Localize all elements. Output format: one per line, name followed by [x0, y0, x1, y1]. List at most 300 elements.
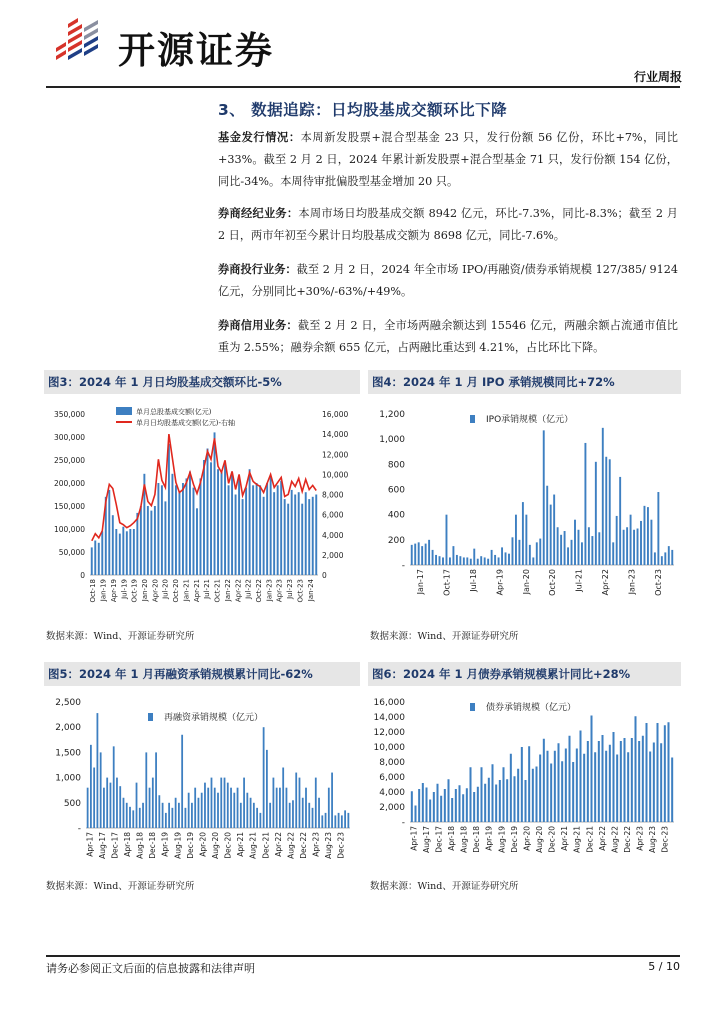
bar: [435, 555, 437, 565]
bar: [106, 778, 108, 828]
bar: [328, 788, 330, 828]
bar: [301, 504, 303, 575]
x-tick-label: Aug-18: [135, 832, 145, 859]
bar: [101, 531, 103, 575]
bar: [433, 792, 435, 822]
y-tick-label: 1,000: [379, 435, 405, 446]
y-tick-label: 200: [387, 535, 405, 546]
bar: [522, 502, 524, 565]
x-tick-label: Jul-22: [244, 579, 253, 599]
x-tick-label: Dec-18: [148, 832, 158, 859]
bar: [145, 752, 147, 828]
bar: [119, 534, 121, 575]
bar: [220, 778, 222, 828]
bar: [553, 495, 555, 565]
legend-label: 单月日均股基成交额(亿元)-右轴: [136, 419, 235, 427]
x-tick-label: Jan-21: [182, 579, 191, 602]
bar: [182, 483, 184, 575]
bar: [528, 746, 530, 822]
bar: [484, 557, 486, 565]
bar: [207, 449, 209, 576]
legend-label: 单月总股基成交额(亿元): [136, 408, 212, 416]
bar: [565, 749, 567, 823]
bar: [529, 545, 531, 565]
bar: [112, 515, 114, 575]
y-tick-label: 500: [63, 798, 81, 809]
bar: [536, 542, 538, 565]
bar: [157, 483, 159, 575]
bar: [133, 529, 135, 575]
bar: [136, 783, 138, 828]
bar: [259, 813, 261, 828]
bar: [338, 813, 340, 828]
bar: [574, 520, 576, 565]
y-tick-label: 150,000: [53, 502, 85, 511]
x-tick-label: Aug-23: [648, 826, 658, 853]
x-tick-label: Aug-23: [324, 832, 334, 859]
bar: [521, 747, 523, 822]
figure-5-chart: [44, 690, 360, 865]
section-title: 3、 数据追踪：日均股基成交额环比下降: [218, 101, 508, 119]
bar: [550, 505, 552, 565]
paragraph-label: 基金发行情况：: [218, 130, 301, 144]
x-tick-label: Jul-18: [469, 569, 478, 592]
bar: [605, 751, 607, 822]
bar: [480, 556, 482, 565]
bar: [508, 554, 510, 565]
bar: [510, 754, 512, 822]
y-tick-label: 1,200: [379, 410, 405, 420]
bar: [414, 544, 416, 565]
bar: [165, 813, 167, 828]
x-tick-label: Jan-20: [141, 579, 149, 602]
bar: [204, 783, 206, 828]
bar: [284, 499, 286, 575]
x-tick-label: Jul-20: [161, 579, 170, 599]
bar: [200, 478, 202, 575]
bar: [108, 490, 110, 575]
x-tick-label: Oct-22: [255, 579, 263, 603]
bar: [178, 492, 180, 575]
bar: [456, 555, 458, 565]
y-tick-label: 50,000: [58, 548, 85, 557]
bar: [242, 499, 244, 575]
bar: [253, 803, 255, 828]
bar: [449, 557, 451, 565]
paragraph-text: 本周新发股票+混合型基金 23 只，发行份额 56 亿份，环比+7%，同比+33%。截至 2 月 2 日，2024 年累计新发股票+混合型基金 71 只，发行份额 154 亿份，同比-34%。本周待审批偏股型基金增加 20 只。: [218, 131, 678, 188]
paragraph-credit: [218, 314, 678, 359]
bar: [201, 793, 203, 828]
legend-label: 债券承销规模（亿元）: [486, 703, 577, 713]
bar: [214, 788, 216, 828]
x-tick-label: Apr-20: [522, 826, 532, 851]
x-tick-label: Apr-23: [311, 832, 321, 857]
bar: [612, 542, 614, 565]
figure-4-title: 图4：2024 年 1 月 IPO 承销规模同比+72%: [368, 370, 681, 394]
bar: [560, 535, 562, 565]
bar: [246, 793, 248, 828]
bar: [227, 783, 229, 828]
bar: [532, 557, 534, 565]
bar: [344, 810, 346, 828]
x-tick-label: Apr-19: [495, 569, 505, 596]
bar: [150, 511, 152, 575]
bar: [436, 784, 438, 822]
bar: [302, 798, 304, 828]
x-tick-label: Jan-17: [416, 569, 426, 595]
bar: [425, 544, 427, 565]
bar: [155, 752, 157, 828]
paragraph-text: 截至 2 月 2 日，全市场两融余额达到 15546 亿元，两融余额占流通市值比重为 2.55%；融券余额 655 亿元，占两融比重达到 4.21%，占比环比下降。: [218, 319, 678, 354]
bar: [609, 745, 611, 822]
bar: [480, 767, 482, 822]
bar: [671, 550, 673, 565]
bar: [671, 758, 673, 823]
bar: [103, 788, 105, 828]
page-number: 5 / 10: [648, 960, 680, 973]
bar: [250, 798, 252, 828]
bar: [193, 488, 195, 575]
x-tick-label: Dec-17: [110, 832, 120, 859]
x-tick-label: Oct-20: [548, 569, 558, 596]
bar: [484, 784, 486, 822]
x-tick-label: Apr-22: [601, 569, 610, 596]
bar: [185, 808, 187, 828]
x-tick-label: Apr-23: [275, 579, 284, 603]
legend-label: IPO承销规模（亿元）: [486, 415, 574, 425]
bar: [273, 778, 275, 828]
bar: [245, 488, 247, 575]
bar: [473, 549, 475, 565]
x-tick-label: Dec-22: [299, 832, 308, 859]
bar: [282, 768, 284, 828]
bar: [411, 545, 413, 565]
y-tick-label: 10,000: [373, 743, 405, 753]
bar: [240, 803, 242, 828]
bar: [498, 557, 500, 565]
bar: [656, 723, 658, 822]
bar: [612, 732, 614, 822]
x-tick-label: Jan-19: [99, 579, 108, 602]
bar: [469, 767, 471, 822]
page-header: [0, 0, 724, 90]
bar: [116, 778, 118, 828]
figure-5-title: 图5：2024 年 1 月再融资承销规模累计同比-62%: [44, 662, 360, 686]
bar: [561, 761, 563, 822]
bar: [198, 798, 200, 828]
bar: [505, 552, 507, 565]
bar: [152, 778, 154, 828]
bar: [546, 751, 548, 822]
x-tick-label: Jan-24: [306, 579, 315, 602]
x-tick-label: Dec-22: [623, 826, 632, 853]
bar: [631, 738, 633, 822]
y-tick-label: 800: [387, 460, 405, 471]
bar: [616, 755, 618, 823]
bar: [488, 778, 490, 822]
bar: [414, 806, 416, 823]
figure-4-chart: [368, 398, 681, 623]
bar: [515, 515, 517, 565]
bar: [214, 432, 216, 575]
bar: [312, 808, 314, 828]
bar: [238, 478, 240, 575]
bar: [459, 556, 461, 565]
bar: [196, 508, 198, 575]
bar: [93, 768, 95, 828]
x-tick-label: Apr-20: [151, 579, 160, 603]
bar: [115, 529, 117, 575]
bar: [411, 791, 413, 822]
y-tick-label: 0: [80, 571, 85, 580]
bar: [609, 459, 611, 565]
x-tick-label: Aug-18: [459, 826, 469, 853]
bar: [228, 485, 230, 575]
bar: [554, 751, 556, 822]
bar: [110, 783, 112, 828]
bar: [626, 527, 628, 565]
y-right-tick-label: 10,000: [322, 470, 349, 480]
bar: [122, 527, 124, 575]
x-tick-label: Jan-23: [627, 569, 637, 595]
bar: [294, 495, 296, 576]
bar: [644, 506, 646, 565]
bar: [598, 741, 600, 822]
bar: [598, 532, 600, 565]
y-tick-label: 2,000: [379, 803, 405, 813]
bar: [491, 550, 493, 565]
bar: [568, 736, 570, 822]
bar: [630, 515, 632, 565]
bar: [132, 810, 134, 828]
y-tick-label: 600: [387, 485, 405, 496]
bar: [583, 754, 585, 822]
footer-divider: [46, 955, 680, 957]
paragraph-text: 截至 2 月 2 日，2024 年全市场 IPO/再融资/债券承销规模 127/385/ 9124 亿元，分别同比+30%/-63%/+49%。: [218, 263, 678, 298]
x-tick-label: Oct-19: [130, 579, 139, 603]
bar: [263, 727, 265, 828]
x-tick-label: Apr-22: [273, 832, 283, 857]
bar: [259, 485, 261, 575]
bar: [147, 506, 149, 575]
x-tick-label: Aug-22: [610, 826, 620, 853]
bar: [623, 530, 625, 565]
y-right-tick-label: 14,000: [322, 430, 349, 440]
bar: [87, 788, 89, 828]
bar: [477, 787, 479, 822]
bar: [280, 481, 282, 575]
bar: [189, 472, 191, 576]
bar: [470, 559, 472, 565]
bar: [576, 749, 578, 823]
bar: [224, 778, 226, 828]
bar: [269, 803, 271, 828]
bar: [90, 745, 92, 828]
bar: [188, 793, 190, 828]
figure-6-title: 图6：2024 年 1 月债券承销规模累计同比+28%: [368, 662, 681, 686]
y-tick-label: 16,000: [373, 698, 405, 708]
bar: [263, 497, 265, 575]
bar: [584, 443, 586, 565]
header-divider: [46, 86, 680, 88]
x-tick-label: Dec-20: [547, 826, 557, 853]
bar: [266, 483, 268, 575]
bar: [217, 793, 219, 828]
bar: [178, 803, 180, 828]
bar: [640, 521, 642, 565]
bar: [292, 800, 294, 828]
bar: [452, 546, 454, 565]
bar: [334, 815, 336, 828]
bar: [557, 527, 559, 565]
figure-4-source: 数据来源：Wind、开源证券研究所: [370, 631, 519, 642]
y-tick-label: 2,000: [55, 723, 81, 734]
y-tick-label: 200,000: [53, 479, 85, 488]
bar: [321, 815, 323, 828]
bar: [298, 492, 300, 575]
paragraph-text: 本周市场日均股基成交额 8942 亿元，环比-7.3%，同比-8.3%；截至 2 月 2 日，两市年初至今累计日均股基成交额为 8698 亿元，同比-7.6%。: [218, 207, 678, 242]
bar: [429, 800, 431, 823]
bar: [602, 428, 604, 565]
bar: [487, 559, 489, 565]
y-tick-label: 1,500: [55, 748, 81, 759]
bar: [331, 773, 333, 828]
bar: [113, 746, 115, 828]
bar: [158, 795, 160, 828]
bar: [444, 789, 446, 822]
bar: [466, 788, 468, 822]
bar: [181, 735, 183, 828]
bar: [126, 531, 128, 575]
y-tick-label: 6,000: [379, 773, 405, 783]
y-tick-label: 12,000: [373, 728, 405, 738]
bar: [140, 506, 142, 575]
bar: [546, 486, 548, 565]
x-tick-label: Apr-19: [160, 832, 170, 857]
x-tick-label: Jan-20: [521, 569, 531, 595]
bar: [207, 788, 209, 828]
bar: [210, 462, 212, 575]
x-tick-label: Dec-23: [336, 832, 346, 859]
bar: [126, 803, 128, 828]
y-right-tick-label: 8,000: [322, 490, 344, 500]
bar: [154, 506, 156, 575]
y-tick-label: 2,500: [55, 698, 81, 708]
bar: [230, 788, 232, 828]
bar: [295, 773, 297, 828]
legend-bar-swatch: [148, 713, 153, 721]
bar: [543, 739, 545, 822]
bar: [129, 807, 131, 828]
bar: [451, 798, 453, 822]
x-tick-label: Apr-19: [109, 579, 118, 603]
bar: [623, 738, 625, 822]
bar: [289, 803, 291, 828]
bar: [291, 490, 293, 575]
bar: [168, 444, 170, 575]
bar: [447, 779, 449, 822]
paragraph-fund-issuance: [218, 126, 678, 193]
x-tick-label: Aug-17: [421, 826, 431, 853]
y-tick-label: 350,000: [53, 410, 85, 419]
bar: [524, 780, 526, 822]
bar: [162, 803, 164, 828]
x-tick-label: Apr-17: [409, 826, 419, 851]
x-tick-label: Dec-19: [509, 826, 519, 853]
bar: [266, 750, 268, 828]
bar: [233, 793, 235, 828]
bar: [252, 485, 254, 575]
x-tick-label: Apr-19: [484, 826, 494, 851]
bar: [224, 462, 226, 575]
bar: [638, 741, 640, 822]
bar: [590, 716, 592, 823]
bar: [539, 755, 541, 823]
y-tick-label: -: [77, 824, 81, 834]
x-tick-label: Dec-18: [472, 826, 482, 853]
legend-label: 再融资承销规模（亿元）: [164, 713, 264, 723]
bar: [279, 788, 281, 828]
legend-bar-swatch: [470, 415, 475, 423]
y-tick-label: -: [401, 818, 405, 828]
bar: [136, 513, 138, 575]
bar: [276, 788, 278, 828]
bar: [315, 778, 317, 828]
bar: [642, 736, 644, 822]
bar: [491, 764, 493, 822]
bar: [634, 716, 636, 822]
bar: [550, 764, 552, 823]
bar: [653, 743, 655, 823]
x-tick-label: Oct-20: [172, 579, 181, 603]
legend-bar-swatch: [116, 407, 132, 415]
bar: [518, 540, 520, 565]
x-tick-label: Aug-22: [286, 832, 296, 859]
bar: [587, 741, 589, 822]
bar: [664, 552, 666, 565]
bar: [315, 495, 317, 576]
bar: [175, 798, 177, 828]
bar: [494, 555, 496, 565]
bar: [286, 788, 288, 828]
disclaimer: 请务必参阅正文后面的信息披露和法律声明: [46, 962, 255, 975]
x-tick-label: Dec-20: [223, 832, 233, 859]
x-tick-label: Apr-21: [192, 579, 201, 603]
bar: [249, 469, 251, 575]
bar: [142, 803, 144, 828]
bar: [578, 530, 580, 565]
bar: [657, 492, 659, 565]
bar: [581, 542, 583, 565]
bar: [654, 552, 656, 565]
bar: [149, 788, 151, 828]
bar: [273, 492, 275, 575]
bar: [466, 557, 468, 565]
bar: [567, 547, 569, 565]
bar: [318, 798, 320, 828]
bar: [506, 779, 508, 822]
bar: [98, 543, 100, 575]
bar: [161, 485, 163, 575]
bar: [462, 794, 464, 822]
brand-name: 开源证券: [118, 29, 274, 72]
x-tick-label: Jan-23: [265, 579, 274, 602]
bar: [661, 556, 663, 565]
bar: [325, 813, 327, 828]
bar: [647, 507, 649, 565]
x-tick-label: Jan-22: [223, 579, 232, 602]
figure-5-source: 数据来源：Wind、开源证券研究所: [46, 881, 195, 892]
